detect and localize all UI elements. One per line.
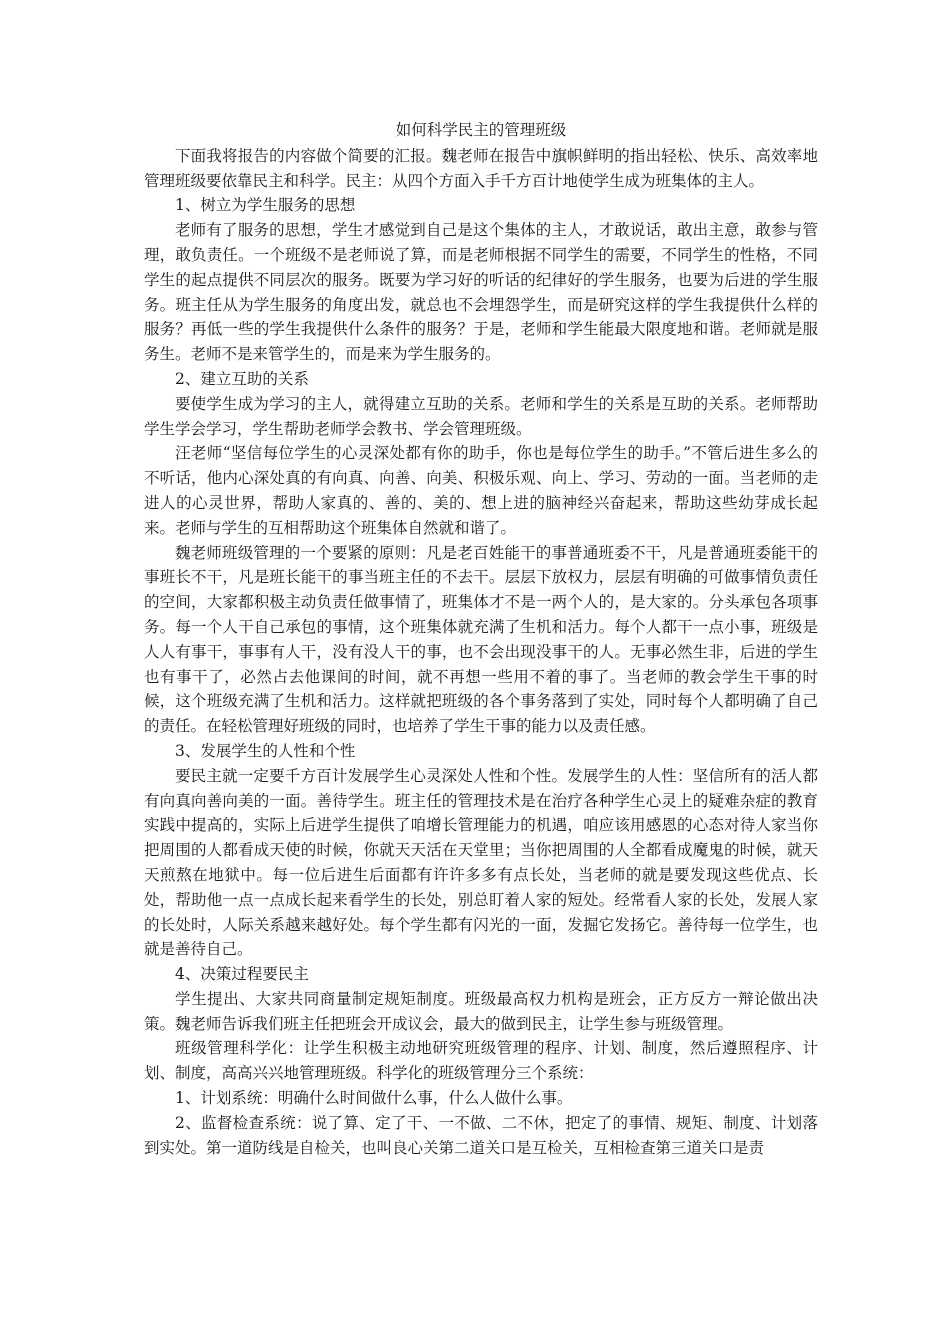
paragraph: 老师有了服务的思想，学生才感觉到自己是这个集体的主人，才敢说话，敢出主意，敢参与管理，敢负责任。一个班级不是老师说了算，而是老师根据不同学生的需要，不同学生的性格，不同学生的起点提供不同层次的服务。既要为学习好的听话的纪律好的学生服务，也要为后进的学生服务。班主任从为学生服务的角度出发，就总也不会埋怨学生，而是研究这样的学生我提供什么样的服务？再低一些的学生我提供什么条件的服务？于是，老师和学生能最大限度地和谐。老师就是服务生。老师不是来管学生的，而是来为学生服务的。 [144, 221, 818, 364]
document-title: 如何科学民主的管理班级 [395, 121, 567, 139]
document-body [144, 144, 818, 1161]
section-heading: 4、决策过程要民主 [175, 965, 309, 984]
section-heading: 1、树立为学生服务的思想 [175, 196, 356, 215]
paragraph: 要民主就一定要千方百计发展学生心灵深处人性和个性。发展学生的人性：坚信所有的活人都有向真向善向美的一面。善待学生。班主任的管理技术是在治疗各种学生心灵上的疑难杂症的教育实践中提高的，实际上后进学生提供了咱增长管理能力的机遇，咱应该用感恩的心态对待人家当你把周围的人都看成天使的时候，你就天天活在天堂里；当你把周围的人全都看成魔鬼的时候，就天天煎熬在地狱中。每一位后进生后面都有许许多多有点长处，当老师的就是要发现这些优点、长处，帮助他一点一点成长起来看学生的长处，别总盯着人家的短处。经常看人家的长处，发展人家的长处时，人际关系越来越好处。每个学生都有闪光的一面，发掘它发扬它。善待每一位学生，也就是善待自己。 [144, 766, 818, 959]
paragraph: 学生提出、大家共同商量制定规矩制度。班级最高权力机构是班会，正方反方一辩论做出决策。魏老师告诉我们班主任把班会开成议会，最大的做到民主，让学生参与班级管理。 [144, 989, 818, 1033]
paragraph: 下面我将报告的内容做个简要的汇报。魏老师在报告中旗帜鲜明的指出轻松、快乐、高效率地管理班级要依靠民主和科学。民主：从四个方面入手千方百计地使学生成为班集体的主人。 [144, 146, 818, 190]
paragraph: 汪老师“坚信每位学生的心灵深处都有你的助手，你也是每位学生的助手。”不管后进生多么的不听话，他内心深处真的有向真、向善、向美、积极乐观、向上、学习、劳动的一面。当老师的走进人的心灵世界，帮助人家真的、善的、美的、想上进的脑神经兴奋起来，帮助这些幼芽成长起来。老师与学生的互相帮助这个班集体自然就和谐了。 [144, 444, 818, 537]
paragraph: 班级管理科学化：让学生积极主动地研究班级管理的程序、计划、制度，然后遵照程序、计划、制度，高高兴兴地管理班级。科学化的班级管理分三个系统： [144, 1039, 818, 1083]
paragraph: 1、计划系统：明确什么时间做什么事，什么人做什么事。 [175, 1089, 573, 1108]
section-heading: 3、发展学生的人性和个性 [175, 741, 356, 760]
paragraph: 2、监督检查系统：说了算、定了干、一不做、二不休，把定了的事情、规矩、制度、计划落到实处。第一道防线是自检关，也叫良心关第二道关口是互检关，互相检查第三道关口是责 [144, 1113, 818, 1157]
paragraph: 魏老师班级管理的一个要紧的原则：凡是老百姓能干的事普通班委不干，凡是普通班委能干的事班长不干，凡是班长能干的事当班主任的不去干。层层下放权力，层层有明确的可做事情负责任的空间，大家都积极主动负责任做事情了，班集体才不是一两个人的，是大家的。分头承包各项事务。每一个人干自己承包的事情，这个班集体就充满了生机和活力。每个人都干一点小事，班级是人人有事干，事事有人干，没有没人干的事，也不会出现没事干的人。无事必然生非，后进的学生也有事干了，必然占去他课间的时间，就不再想一些用不着的事了。当老师的教会学生干事的时候，这个班级充满了生机和活力。这样就把班级的各个事务落到了实处，同时每个人都明确了自己的责任。在轻松管理好班级的同时，也培养了学生干事的能力以及责任感。 [144, 543, 818, 736]
paragraph: 要使学生成为学习的主人，就得建立互助的关系。老师和学生的关系是互助的关系。老师帮助学生学会学习，学生帮助老师学会教书、学会管理班级。 [144, 394, 818, 438]
document-page [144, 118, 818, 1160]
section-heading: 2、建立互助的关系 [175, 369, 309, 388]
